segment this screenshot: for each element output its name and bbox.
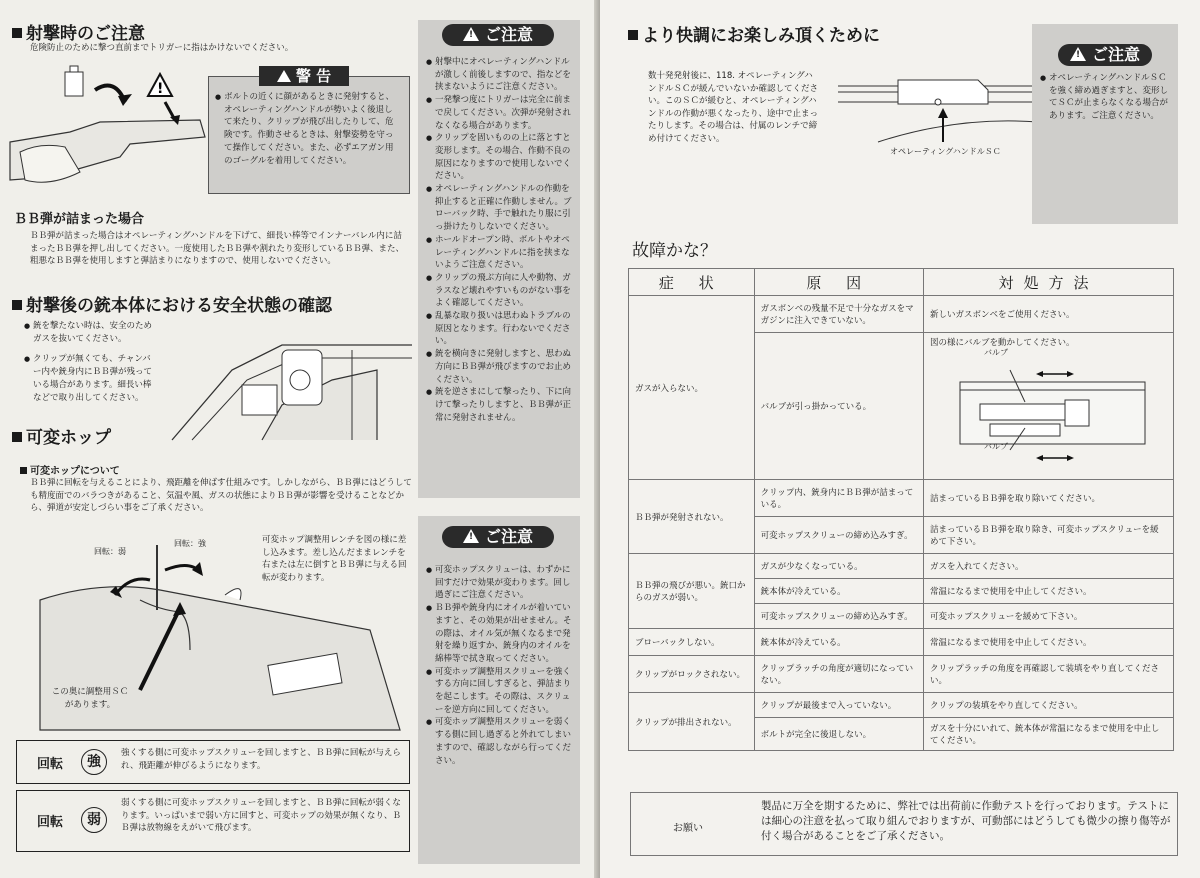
caution-list-1 bbox=[426, 56, 574, 424]
list-item: ● 乱暴な取り扱いは思わぬトラブルの原因となります。行わないでください。 bbox=[426, 310, 574, 348]
safety-list bbox=[24, 320, 152, 404]
wrench-text: 可変ホップ調整用レンチを図の様に差し込みます。差し込んだままレンチを右または左に倒すとＢＢ弾に与える回転が変わります。 bbox=[262, 535, 407, 583]
table-row bbox=[629, 296, 1174, 333]
hopup-subtitle: 可変ホップについて bbox=[20, 462, 120, 477]
caution-icon bbox=[463, 529, 479, 543]
warning-label: 警 告 bbox=[259, 66, 349, 86]
remedy-cell: 新しいガスボンベをご使用ください。 bbox=[924, 296, 1174, 333]
list-item: ● 銃を逆さまにして撃ったり、下に向けて撃ったりしますと、ＢＢ弾が正常に発射されません。 bbox=[426, 386, 574, 424]
column-header: 対処方法 bbox=[924, 269, 1174, 296]
remedy-cell: ガスを十分にいれて、銃本体が常温になるまで使用を中止してください。 bbox=[924, 718, 1174, 751]
list-item: ● 銃を横向きに発射しますと、思わぬ方向にＢＢ弾が飛びますのでお止めください。 bbox=[426, 348, 574, 386]
bb-jam-text: ＢＢ弾が詰まった場合はオペレーティングハンドルを下げて、細長い棒等でインナーバレル内に詰まったＢＢ弾を押し出してください。一度使用したＢＢ弾や割れたり変形しているＢＢ弾、また、粗悪なＢＢ弾を使用しますと弾詰まりになりますので、使用しないでください。 bbox=[30, 231, 405, 266]
section-title-hopup: 可変ホップ bbox=[12, 428, 111, 448]
right-page bbox=[600, 0, 1200, 878]
safety-item-2: ● クリップが無くても、チャンバー内や銃身内にＢＢ弾が残っている場合があります。細長い棒などで取り出してください。 bbox=[24, 353, 152, 404]
list-item: ● 一発撃つ度にトリガーは完全に前まで戻してください。次弾が発射されなくなる場合があります。 bbox=[426, 94, 574, 132]
table-row bbox=[629, 629, 1174, 656]
remedy-cell: 可変ホップスクリューを緩めて下さい。 bbox=[924, 604, 1174, 629]
cause-cell: ガスボンベの残量不足で十分なガスをマガジンに注入できていない。 bbox=[754, 296, 923, 333]
table-row bbox=[629, 480, 1174, 517]
cause-cell: 可変ホップスクリューの締め込みすぎ。 bbox=[754, 517, 923, 554]
remedy-cell: 詰まっているＢＢ弾を取り除いてください。 bbox=[924, 480, 1174, 517]
remedy-cell-valve bbox=[924, 333, 1174, 480]
cause-cell: バルブが引っ掛かっている。 bbox=[754, 333, 923, 480]
column-header: 症 状 bbox=[629, 269, 755, 296]
cause-cell: クリップ内、銃身内にＢＢ弾が詰まっている。 bbox=[754, 480, 923, 517]
rotation-strong-text: 強くする側に可変ホップスクリューを回しますと、ＢＢ弾に回転が与えられ、飛距離が伸びるようになります。 bbox=[121, 748, 401, 771]
fault-table bbox=[628, 268, 1174, 751]
warning-text: ● ボルトの近くに顔があるときに発射すると、オペレーティングハンドルが勢いよく後退して来たり、クリップが飛び出したりして、危険です。作動させるときは、射撃姿勢を守って操作してください。また、必ずエアガン用のゴーグルを着用してください。 bbox=[215, 91, 401, 167]
svg-text:!: ! bbox=[157, 81, 164, 97]
table-header-row bbox=[629, 269, 1174, 296]
caution-list-2 bbox=[426, 564, 574, 767]
weak-circle-icon: 弱 bbox=[81, 807, 107, 833]
section-title-bb-jam: ＢＢ弾が詰まった場合 bbox=[14, 212, 145, 227]
cause-cell: クリップが最後まで入っていない。 bbox=[754, 693, 923, 718]
symptom-cell: ブローバックしない。 bbox=[629, 629, 755, 656]
list-item: ● ＢＢ弾や銃身内にオイルが着いていますと、その効果が出せません。その際は、オイル気が無くなるまで発射を繰り返すか、銃身内のオイルを綿棒等で拭き取ってください。 bbox=[426, 602, 574, 666]
remedy-cell: 常温になるまで使用を中止してください。 bbox=[924, 629, 1174, 656]
caution-list-3 bbox=[1040, 72, 1172, 123]
cause-cell: 銃本体が冷えている。 bbox=[754, 579, 923, 604]
symptom-cell: ＢＢ弾が発射されない。 bbox=[629, 480, 755, 554]
section-title-shooting: 射撃時のご注意 bbox=[12, 24, 145, 44]
valve-label-top: バルブ bbox=[984, 348, 1009, 357]
rotation-weak-box bbox=[16, 790, 410, 852]
rotation-label-2: 回転 bbox=[37, 815, 64, 830]
remedy-cell: 常温になるまで使用を中止してください。 bbox=[924, 579, 1174, 604]
shooting-text: 危険防止のために撃つ直前までトリガーに指はかけないでください。 bbox=[30, 43, 294, 53]
cause-cell: 銃本体が冷えている。 bbox=[754, 629, 923, 656]
list-item: ● クリップを固いものの上に落とすと変形します。その場合、作動不良の原因になりますので使用しないでください。 bbox=[426, 132, 574, 183]
label-strong: 回転：強 bbox=[174, 539, 206, 548]
section-title-safety: 射撃後の銃本体における安全状態の確認 bbox=[12, 296, 332, 316]
hopup-text: ＢＢ弾に回転を与えることにより、飛距離を伸ばす仕組みです。しかしながら、ＢＢ弾にはどうしても精度面でのバラつきがあること、気温や風、ガスの状態によりＢＢ弾が影響を受けることなどから、弾道が安定しづらい事をご了承ください。 bbox=[30, 478, 412, 513]
fault-title: 故障かな？ bbox=[632, 241, 717, 261]
symptom-cell: ＢＢ弾の飛びが悪い。銃口からのガスが弱い。 bbox=[629, 554, 755, 629]
safety-item-1: ● 銃を撃たない時は、安全のためガスを抜いてください。 bbox=[24, 320, 152, 345]
symptom-cell: クリップが排出されない。 bbox=[629, 693, 755, 751]
list-item: ● クリップの飛ぶ方向に人や動物、ガラスなど壊れやすいものがない事をよく確認してください。 bbox=[426, 272, 574, 310]
table-row bbox=[629, 554, 1174, 579]
valve-diagram bbox=[930, 352, 1160, 462]
request-label: お願い bbox=[673, 823, 703, 834]
remedy-cell: 詰まっているＢＢ弾を取り除き、可変ホップスクリューを緩めて下さい。 bbox=[924, 517, 1174, 554]
rotation-strong-box bbox=[16, 740, 410, 784]
section-title-maintenance: より快調にお楽しみ頂くために bbox=[628, 26, 880, 46]
gun-hand-illustration bbox=[10, 62, 210, 187]
maintenance-text: 数十発発射後に、118. オペレーティングハンドルＳＣが緩んでいないか確認してください。このＳＣが緩むと、オペレーティングハンドルの作動が悪くなったり、途中で止まったりします。その場合は、付属のレンチで締め付けてください。 bbox=[648, 71, 819, 144]
rotation-weak-text: 弱くする側に可変ホップスクリューを回しますと、ＢＢ弾に回転が弱くなります。いっぱいまで弱い方に回すと、可変ホップの効果が無くなり、ＢＢ弾は放物線をえがいて飛びます。 bbox=[121, 798, 401, 833]
caution-box-3 bbox=[1032, 24, 1178, 224]
cause-cell: ボルトが完全に後退しない。 bbox=[754, 718, 923, 751]
table-row bbox=[629, 693, 1174, 718]
list-item: ● 射撃中にオペレーティングハンドルが激しく前後しますので、指などを挟まないようにご注意ください。 bbox=[426, 56, 574, 94]
caution-box-1 bbox=[418, 20, 580, 498]
caution-label-3: !ご注意 bbox=[1058, 44, 1152, 66]
warning-box bbox=[208, 67, 410, 194]
remedy-text: 図の様にバルブを動かしてください。 bbox=[930, 338, 1075, 348]
caution-label-1: !ご注意 bbox=[442, 24, 554, 46]
remedy-cell: ガスを入れてください。 bbox=[924, 554, 1174, 579]
sc-label: オペレーティングハンドルＳＣ bbox=[890, 147, 1001, 156]
list-item: ● オペレーティングハンドルＳＣを強く締め過ぎますと、変形してＳＣが止まらなくなる場合があります。ご注意ください。 bbox=[1040, 72, 1172, 123]
operating-handle-illustration bbox=[838, 72, 1038, 147]
list-item: ● 可変ホップ調整用スクリューを強くする方向に回しすぎると、弾詰まりを起こします。その際は、スクリューを逆方向に回してください。 bbox=[426, 666, 574, 717]
cause-cell: ガスが少なくなっている。 bbox=[754, 554, 923, 579]
warning-list bbox=[215, 91, 401, 167]
column-header: 原 因 bbox=[754, 269, 923, 296]
remedy-cell: クリップラッチの角度を再確認して装填をやり直してください。 bbox=[924, 656, 1174, 693]
chamber-illustration bbox=[172, 330, 412, 445]
symptom-cell: クリップがロックされない。 bbox=[629, 656, 755, 693]
caution-label-2: !ご注意 bbox=[442, 526, 554, 548]
request-box bbox=[630, 792, 1178, 856]
left-page bbox=[0, 0, 598, 878]
warning-icon bbox=[277, 70, 291, 82]
list-item: ● ホールドオープン時、ボルトやオペレーティングハンドルに指を挟まないようご注意ください。 bbox=[426, 234, 574, 272]
cause-cell: クリップラッチの角度が適切になっていない。 bbox=[754, 656, 923, 693]
caution-icon bbox=[1070, 47, 1086, 61]
caution-box-2 bbox=[418, 516, 580, 864]
table-row bbox=[629, 656, 1174, 693]
valve-label-bottom: バルブ bbox=[984, 442, 1009, 451]
list-item: ● オペレーティングハンドルの作動を抑止すると正確に作動しません。ブローバック時、手で触れたり服に引っ掛けたりしないでください。 bbox=[426, 183, 574, 234]
sc-text: この奥に調整用ＳＣがあります。 bbox=[51, 687, 129, 710]
caution-icon bbox=[463, 27, 479, 41]
cause-cell: 可変ホップスクリューの締め込みすぎ。 bbox=[754, 604, 923, 629]
rotation-label: 回転 bbox=[37, 757, 64, 772]
list-item: ● 可変ホップスクリューは、わずかに回すだけで効果が変わります。回し過ぎにご注意ください。 bbox=[426, 564, 574, 602]
request-text: 製品に万全を期するために、弊社では出荷前に作動テストを行っております。テストには細心の注意を払って取り組んでおりますが、可動部にはどうしても微少の擦り傷等が付く場合があることをご了承ください。 bbox=[761, 800, 1171, 842]
symptom-cell: ガスが入らない。 bbox=[629, 296, 755, 480]
remedy-cell: クリップの装填をやり直してください。 bbox=[924, 693, 1174, 718]
strong-circle-icon: 強 bbox=[81, 749, 107, 775]
label-weak: 回転：弱 bbox=[94, 547, 126, 556]
list-item: ● 可変ホップ調整用スクリューを弱くする側に回し過ぎると外れてしまいますので、確認しながら行ってください。 bbox=[426, 716, 574, 767]
